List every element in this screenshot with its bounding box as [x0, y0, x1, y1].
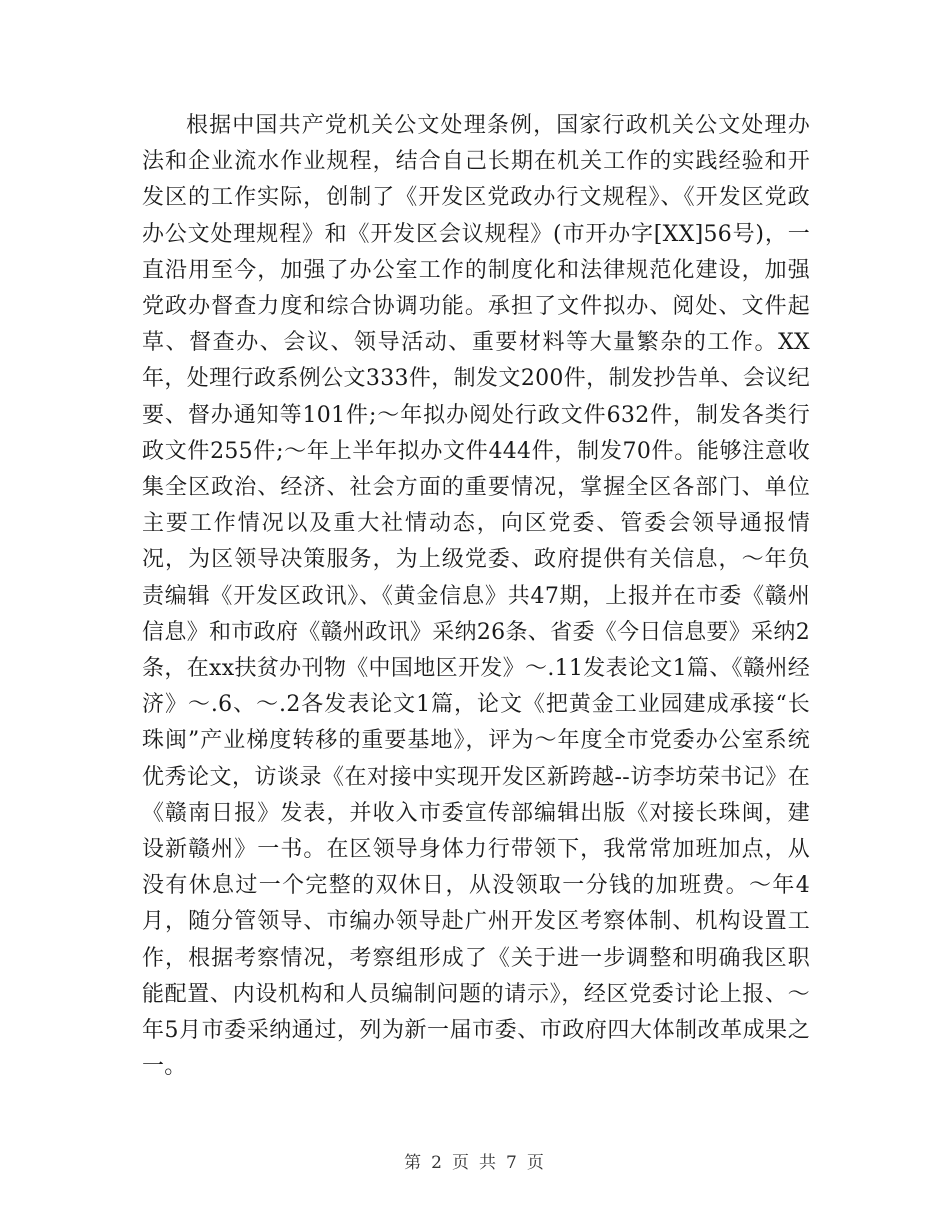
- total-pages-number: 7: [506, 1153, 519, 1173]
- footer-label-page: 第: [404, 1153, 424, 1173]
- body-text: [142, 108, 810, 1085]
- footer-label-page-unit: 页: [452, 1153, 471, 1173]
- current-page-number: 2: [431, 1153, 444, 1173]
- page-footer: [0, 1148, 950, 1173]
- paragraph: 根据中国共产党机关公文处理条例，国家行政机关公文处理办法和企业流水作业规程，结合自己长期在机关工作的实践经验和开发区的工作实际，创制了《开发区党政办行文规程》、《开发区党政办公文处理规程》和《开发区会议规程》(市开办字[XX]56号)，一直沿用至今，加强了办公室工作的制度化和法律规范化建设，加强党政办督查力度和综合协调功能。承担了文件拟办、阅处、文件起草、督查办、会议、领导活动、重要材料等大量繁杂的工作。XX年，处理行政系例公文333件，制发文200件，制发抄告单、会议纪要、督办通知等101件;～年拟办阅处行政文件632件，制发各类行政文件255件;～年上半年拟办文件444件，制发70件。能够注意收集全区政治、经济、社会方面的重要情况，掌握全区各部门、单位主要工作情况以及重大社情动态，向区党委、管委会领导通报情况，为区领导决策服务，为上级党委、政府提供有关信息，～年负责编辑《开发区政讯》、《黄金信息》共47期，上报并在市委《赣州信息》和市政府《赣州政讯》采纳26条、省委《今日信息要》采纳2条，在xx扶贫办刊物《中国地区开发》～.11发表论文1篇、《赣州经济》～.6、～.2各发表论文1篇，论文《把黄金工业园建成承接“长珠闽”产业梯度转移的重要基地》，评为～年度全市党委办公室系统优秀论文，访谈录《在对接中实现开发区新跨越--访李坊荣书记》在《赣南日报》发表，并收入市委宣传部编辑出版《对接长珠闽，建设新赣州》一书。在区领导身体力行带领下，我常常加班加点，从没有休息过一个完整的双休日，从没领取一分钱的加班费。～年4月，随分管领导、市编办领导赴广州开发区考察体制、机构设置工作，根据考察情况，考察组形成了《关于进一步调整和明确我区职能配置、内设机构和人员编制问题的请示》，经区党委讨论上报、～年5月市委采纳通过，列为新一届市委、市政府四大体制改革成果之一。: [142, 113, 810, 1080]
- footer-label-total: 共: [479, 1153, 498, 1173]
- footer-label-total-unit: 页: [526, 1153, 546, 1173]
